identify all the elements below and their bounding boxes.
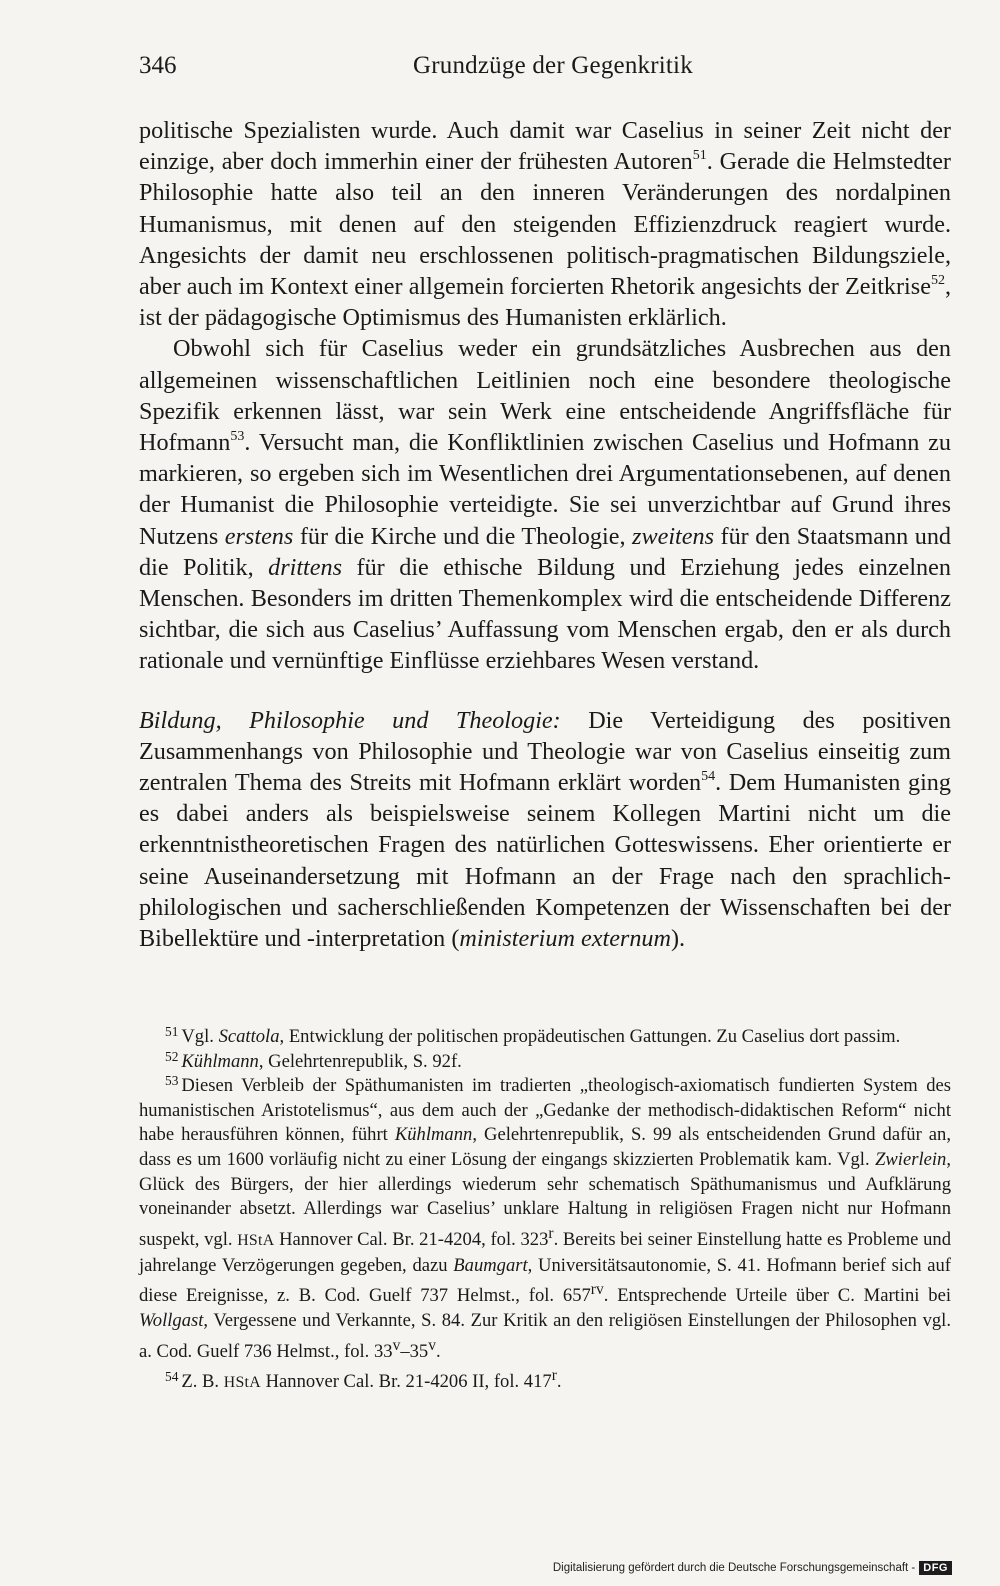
footnote-53: $^{53}$ Diesen Verbleib der Späthumanisten im tradierten „theologisch-axiomatisch fundierten System des humanistischen Aristotelismus“, aus dem auch der „Gedanke der methodisch-didaktischen Reform“ nicht habe herausführen können, führt Kühlmann, Gelehrtenrepublik, S. 99 als entscheidenden Grund dafür an, dass es um 1600 vorläufig nicht zu einer Lösung der eingangs skizzierten Problematik kam. Vgl. Zwierlein, Glück des Bürgers, der hier allerdings wiederum sehr schematisch Späthumanismus und Aufklärung voneinander absetzt. Allerdings war Caselius’ unklare Haltung in religiösen Fragen nicht nur Hofmann suspekt, vgl. HStA Hannover Cal. Br. 21-4204, fol. 323$^r$. Bereits bei seiner Einstellung hatte es Probleme und jahrelange Verzögerungen gegeben, dazu Baumgart, Universitätsautonomie, S. 41. Hofmann berief sich auf diese Ereignisse, z. B. Cod. Guelf 737 Helmst., fol. $657^{rv}$. Entsprechende Urteile über C. Martini bei Wollgast, Vergessene und Verkannte, S. 84. Zur Kritik an den religiösen Einstellungen der Philosophen vgl. a. Cod. Guelf 736 Helmst., fol. 33$^v$–35$^v$. — [139, 1073, 951, 1362]
footnote-ref-52[interactable]: 52 — [930, 272, 945, 289]
main-text — [139, 115, 951, 954]
footnote-ref-54[interactable]: 54 — [701, 768, 716, 785]
footnote-ref-53[interactable]: 53 — [230, 428, 245, 445]
page-number: 346 — [139, 52, 177, 79]
paragraph-3: Bildung, Philosophie und Theologie: Die Verteidigung des positiven Zusammenhangs von Philosophie und Theologie war von Caselius einseitig zum zentralen Thema des Streits mit Hofmann erklärt worden$^{54}$. Dem Humanisten ging es dabei anders als beispielsweise seinem Kollegen Martini nicht um die erkenntnistheoretischen Fragen des natürlichen Gotteswissens. Eher orientierte er seine Auseinandersetzung mit Hofmann an der Frage nach den sprachlich-philologischen und sacherschließenden Kompetenzen der Wissenschaften bei der Bibellektüre und -interpretation (ministerium externum). — [139, 706, 951, 953]
running-head: Grundzüge der Gegenkritik — [413, 52, 693, 79]
footnote-52: $^{52}$ Kühlmann, Gelehrtenrepublik, S. 92f. — [165, 1048, 462, 1072]
paragraph-1: politische Spezialisten wurde. Auch damit war Caselius in seiner Zeit nicht der einzige, aber doch immerhin einer der frühesten Autoren$^{51}$. Gerade die Helmstedter Philosophie hatte also teil an den inneren Veränderungen des nordalpinen Humanismus, mit denen auf den steigenden Effizienzdruck reagiert wurde. Angesichts der damit neu erschlossenen politisch-pragmatischen Bildungsziele, aber auch im Kontext einer allgemein forcierten Rhetorik angesichts der Zeitkrise$^{52}$, ist der pädagogische Optimismus des Humanisten erklärlich. — [139, 117, 951, 332]
footnote-ref-51[interactable]: 51 — [692, 147, 707, 164]
page-header — [139, 52, 951, 86]
dfg-logo: DFG — [919, 1561, 952, 1575]
credit-text: Digitalisierung gefördert durch die Deutsche Forschungsgemeinschaft - — [552, 1562, 916, 1574]
digitization-credit — [553, 1558, 952, 1578]
footnote-51: $^{51}$ Vgl. Scattola, Entwicklung der politischen propädeutischen Gattungen. Zu Caselius dort passim. — [165, 1023, 901, 1047]
paragraph-2: Obwohl sich für Caselius weder ein grundsätzliches Ausbrechen aus den allgemeinen wissenschaftlichen Leitlinien noch eine besondere theologische Spezifik erkennen lässt, war sein Werk eine entscheidende Angriffsfläche für Hofmann$^{53}$. Versucht man, die Konfliktlinien zwischen Caselius und Hofmann zu markieren, so ergeben sich im Wesentlichen drei Argumentationsebenen, auf denen der Humanist die Philosophie verteidigte. Sie sei unverzichtbar auf Grund ihres Nutzens erstens für die Kirche und die Theologie, zweitens für den Staatsmann und die Politik, drittens für die ethische Bildung und Erziehung jedes einzelnen Menschen. Besonders im dritten Themenkomplex wird die entscheidende Differenz sichtbar, die sich aus Caselius’ Auffassung vom Menschen ergab, den er als durch rationale und vernünftige Einflüsse erziehbares Wesen verstand. — [139, 335, 952, 675]
footnote-54: $^{54}$ Z. B. HStA Hannover Cal. Br. 21-4206 II, fol. 417$^r$. — [165, 1367, 562, 1393]
footnotes — [139, 1025, 951, 1396]
section-heading: Bildung, Philosophie und Theologie: — [139, 706, 561, 734]
